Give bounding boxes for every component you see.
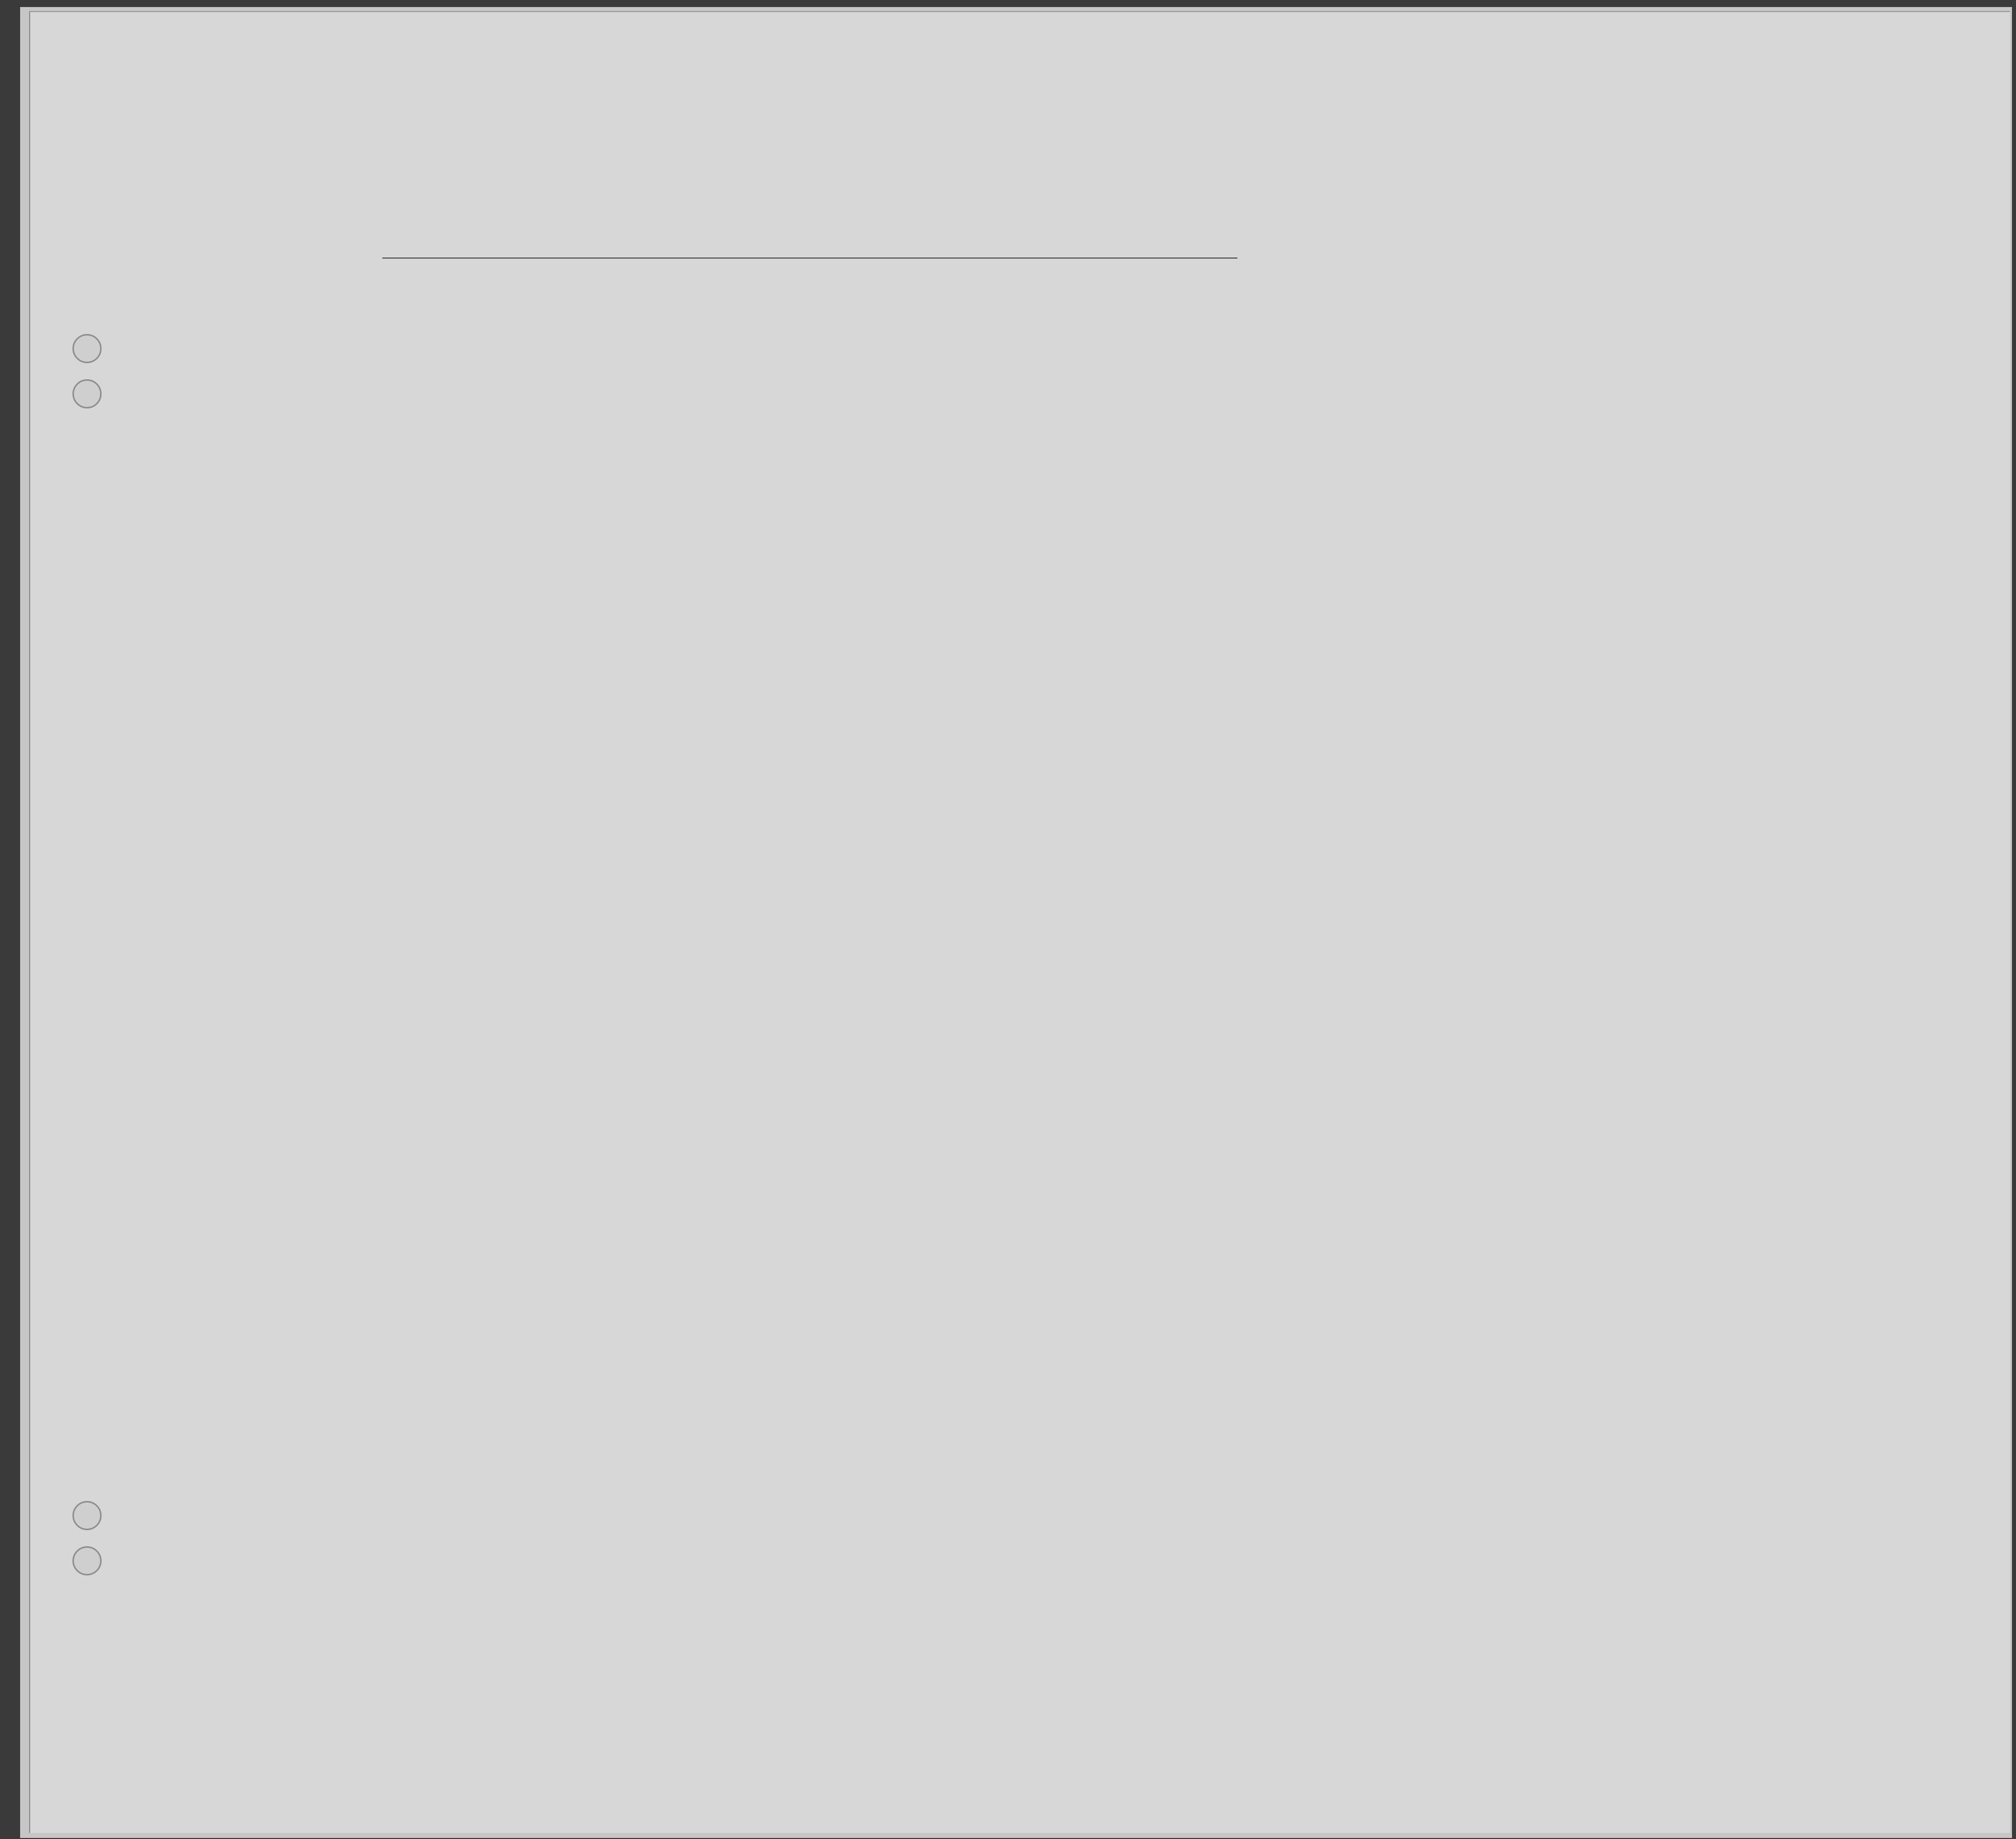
manifest-sheet: [29, 11, 2010, 1833]
manifest-grid: [30, 12, 2010, 1833]
